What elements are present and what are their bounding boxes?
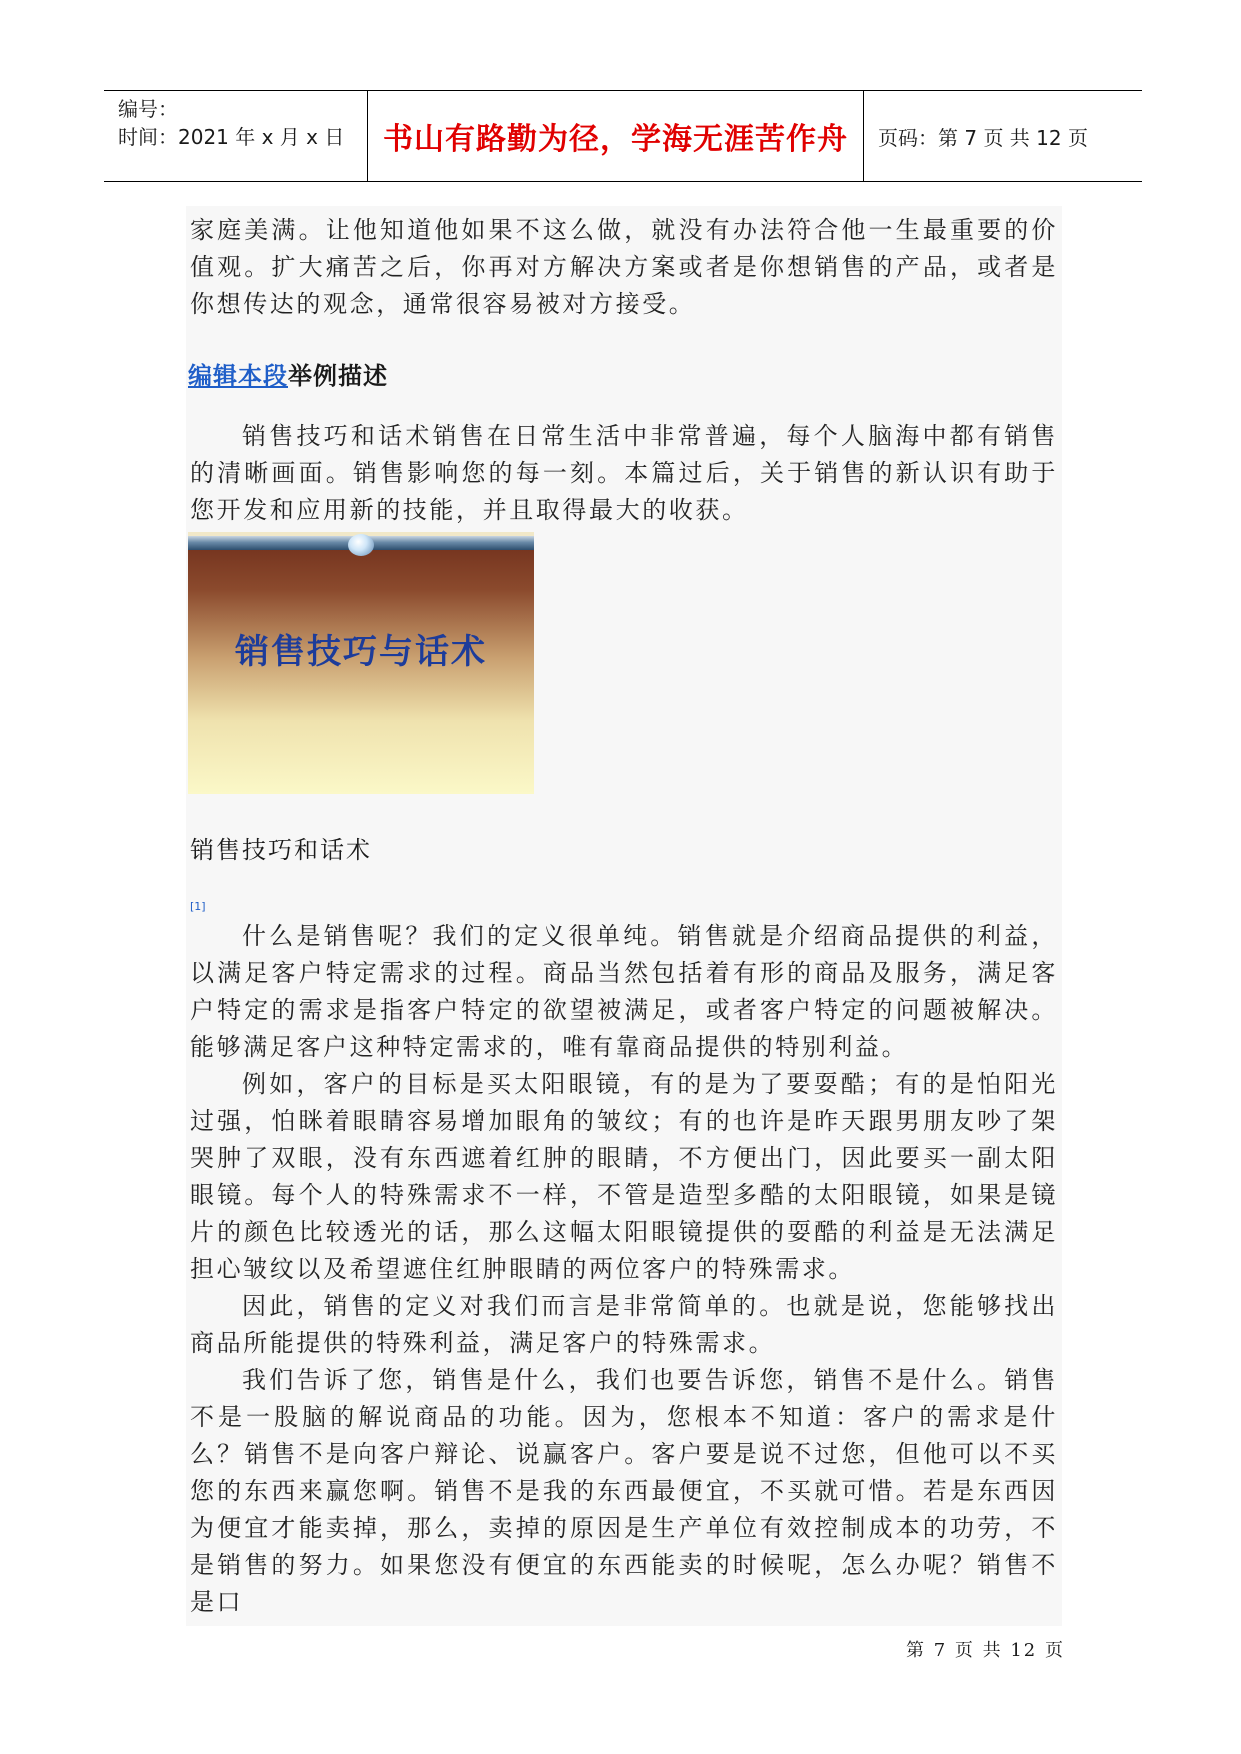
header-motto: 书山有路勤为径，学海无涯苦作舟 [368,91,864,181]
figure-caption: 销售技巧和话术 [190,836,372,864]
paragraph-5: 我们告诉了您，销售是什么，我们也要告诉您，销售不是什么。销售不是一股脑的解说商品的功能。因为，您根本不知道：客户的需求是什么？销售不是向客户辩论、说赢客户。客户要是说不过您，但他可以不买您的东西来赢您啊。销售不是我的东西最便宜，不买就可惜。若是东西因为便宜才能卖掉，那么，卖掉的原因是生产单位有效控制成本的功劳，不是销售的努力。如果您没有便宜的东西能卖的时候呢，怎么办呢？销售不是口 [190,1366,1058,1616]
paragraph-2: 什么是销售呢？我们的定义很单纯。销售就是介绍商品提供的利益，以满足客户特定需求的过程。商品当然包括着有形的商品及服务，满足客户特定的需求是指客户特定的欲望被满足，或者客户特定的问题被解决。能够满足客户这种特定需求的，唯有靠商品提供的特别利益。 [190,922,1058,1061]
reference-link[interactable]: [1] [190,900,206,913]
section-heading [188,356,388,391]
paragraph-4: 因此，销售的定义对我们而言是非常简单的。也就是说，您能够找出商品所能提供的特殊利益，满足客户的特殊需求。 [190,1292,1058,1357]
page-header [104,90,1142,182]
time-label: 时间：2021 年 x 月 x 日 [118,125,345,149]
paragraph-1: 销售技巧和话术销售在日常生活中非常普遍，每个人脑海中都有销售的清晰画面。销售影响您的每一刻。本篇过后，关于销售的新认识有助于您开发和应用新的技能，并且取得最大的收获。 [190,422,1058,524]
section-title-text: 举例描述 [288,362,388,390]
sales-skills-image [188,532,534,794]
image-title-text: 销售技巧与话术 [235,632,487,672]
header-meta-cell [104,91,368,181]
paragraph-intro: 家庭美满。让他知道他如果不这么做，就没有办法符合他一生最重要的价值观。扩大痛苦之后，你再对方解决方案或者是你想销售的产品，或者是你想传达的观念，通常很容易被对方接受。 [190,216,1058,318]
paragraph-3: 例如，客户的目标是买太阳眼镜，有的是为了要耍酷；有的是怕阳光过强，怕眯着眼睛容易增加眼角的皱纹；有的也许是昨天跟男朋友吵了架哭肿了双眼，没有东西遮着红肿的眼睛，不方便出门，因此要买一副太阳眼镜。每个人的特殊需求不一样，不管是造型多酷的太阳眼镜，如果是镜片的颜色比较透光的话，那么这幅太阳眼镜提供的耍酷的利益是无法满足担心皱纹以及希望遮住红肿眼睛的两位客户的特殊需求。 [190,1070,1058,1283]
image-gem-ornament [348,534,374,556]
serial-number-label: 编号： [118,97,178,121]
page-footer: 第 7 页 共 12 页 [906,1640,1065,1661]
header-page-number: 页码：第 7 页 共 12 页 [878,125,1088,150]
edit-section-link[interactable]: 编辑本段 [188,362,288,390]
